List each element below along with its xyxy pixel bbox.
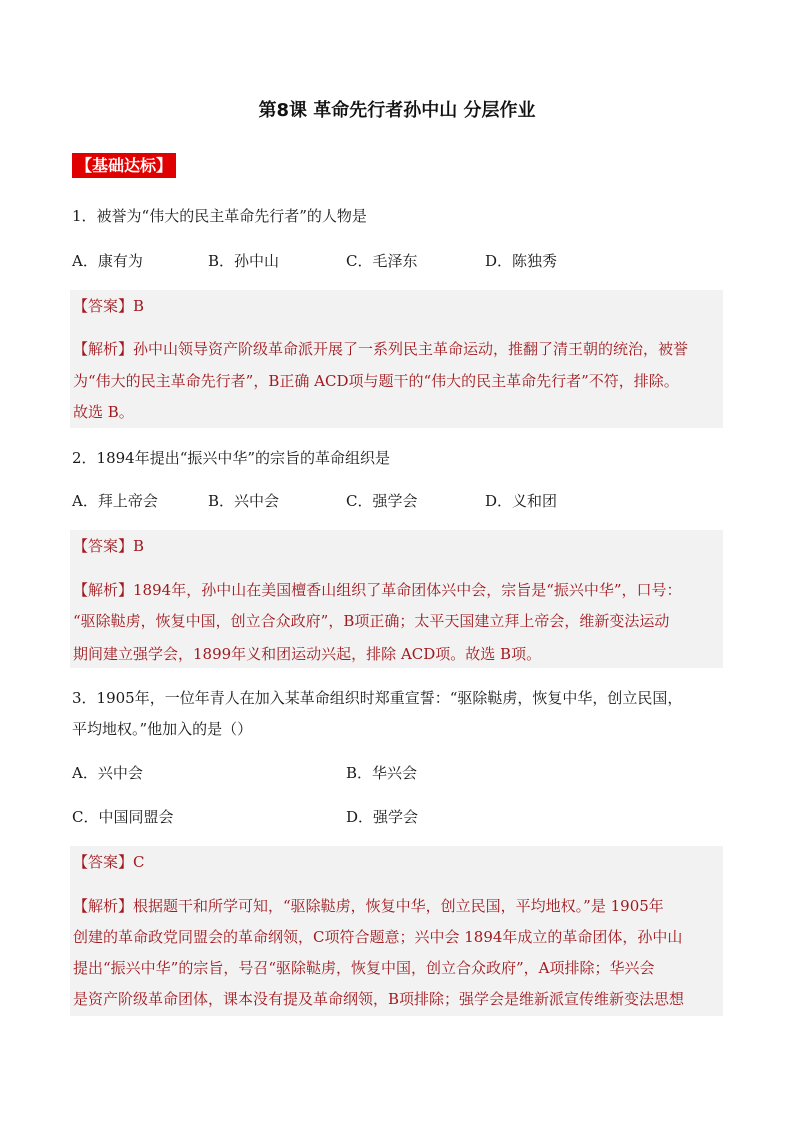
question-3-stem-line-1: 3．1905年，一位年青人在加入某革命组织时郑重宣誓：“驱除鞑虏，恢复中华，创立民国， xyxy=(72,689,683,707)
question-2-option-c: C．强学会 xyxy=(346,492,418,510)
question-2-stem: 2．1894年提出“振兴中华”的宗旨的革命组织是 xyxy=(72,449,391,467)
question-3-analysis-line-3: 提出“振兴中华”的宗旨，号召“驱除鞑虏，恢复中国，创立合众政府”，A项排除；华兴会 xyxy=(73,959,655,977)
question-3-stem-line-2: 平均地权。”他加入的是（） xyxy=(72,720,253,738)
question-1-option-a: A．康有为 xyxy=(72,252,143,270)
question-3-analysis-line-2: 创建的革命政党同盟会的革命纲领，C项符合题意；兴中会 1894年成立的革命团体，孙中山 xyxy=(73,928,683,946)
question-1-option-c: C．毛泽东 xyxy=(346,252,418,270)
question-1-option-d: D．陈独秀 xyxy=(485,252,558,270)
question-2-analysis-line-2: “驱除鞑虏，恢复中国，创立合众政府”，B项正确；太平天国建立拜上帝会，维新变法运动 xyxy=(73,612,670,630)
question-2-option-d: D．义和团 xyxy=(485,492,558,510)
question-3-answer-box xyxy=(70,846,723,1016)
question-1-analysis-line-2: 为“伟大的民主革命先行者”，B正确 ACD项与题干的“伟大的民主革命先行者”不符，排除。 xyxy=(73,372,679,390)
question-1-stem: 1．被誉为“伟大的民主革命先行者”的人物是 xyxy=(72,207,367,225)
analysis-label: 【解析】 xyxy=(73,340,134,358)
question-3-option-d: D．强学会 xyxy=(346,808,419,826)
question-1-analysis-line-1: 【解析】孙中山领导资产阶级革命派开展了一系列民主革命运动，推翻了清王朝的统治，被誉 xyxy=(73,340,689,358)
analysis-label: 【解析】 xyxy=(73,581,134,599)
page-title: 第8课 革命先行者孙中山 分层作业 xyxy=(258,100,536,121)
question-3-analysis-line-4: 是资产阶级革命团体，课本没有提及革命纲领，B项排除；强学会是维新派宣传维新变法思想 xyxy=(73,990,685,1008)
question-3-answer: 【答案】C xyxy=(73,853,145,871)
question-2-analysis-line-3: 期间建立强学会，1899年义和团运动兴起，排除 ACD项。故选 B项。 xyxy=(73,645,542,663)
question-1-analysis-line-3: 故选 B。 xyxy=(73,403,134,421)
question-2-answer: 【答案】B xyxy=(73,537,145,555)
question-2-answer-box xyxy=(70,530,723,668)
question-2-option-b: B．兴中会 xyxy=(208,492,280,510)
question-2-analysis-line-1: 【解析】1894年，孙中山在美国檀香山组织了革命团体兴中会，宗旨是“振兴中华”，口号： xyxy=(73,581,682,599)
question-1-option-b: B．孙中山 xyxy=(208,252,280,270)
section-tag: 【基础达标】 xyxy=(72,153,176,178)
question-3-option-a: A．兴中会 xyxy=(72,764,143,782)
analysis-label: 【解析】 xyxy=(73,897,134,915)
question-2-option-a: A．拜上帝会 xyxy=(72,492,158,510)
question-1-answer: 【答案】B xyxy=(73,297,145,315)
question-3-option-c: C．中国同盟会 xyxy=(72,808,174,826)
question-3-analysis-line-1: 【解析】根据题干和所学可知，“驱除鞑虏，恢复中华，创立民国，平均地权。”是 1905年 xyxy=(73,897,664,915)
question-3-option-b: B．华兴会 xyxy=(346,764,418,782)
question-1-answer-box xyxy=(70,290,723,428)
